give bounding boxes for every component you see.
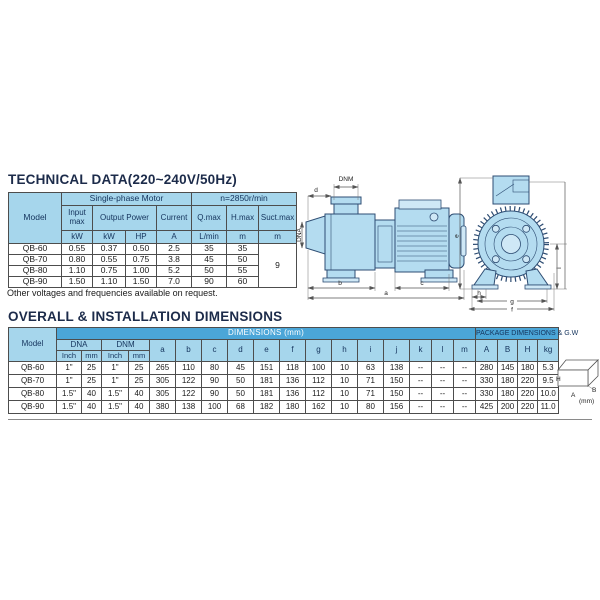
dim-label-i: i bbox=[556, 267, 563, 269]
cell: -- bbox=[454, 375, 476, 388]
cell: 181 bbox=[254, 375, 280, 388]
unit-cell: L/min bbox=[192, 231, 227, 244]
col-header-current: Current bbox=[157, 206, 192, 231]
pkg-label-unit: (mm) bbox=[579, 398, 595, 405]
cell: 305 bbox=[150, 375, 176, 388]
cell: 151 bbox=[254, 362, 280, 375]
cell: -- bbox=[410, 401, 432, 414]
table-row bbox=[9, 375, 559, 388]
col-header-e: e bbox=[254, 340, 280, 362]
cell: 40 bbox=[129, 388, 150, 401]
cell: 80 bbox=[358, 401, 384, 414]
col-header-m: m bbox=[454, 340, 476, 362]
cell: 40 bbox=[129, 401, 150, 414]
cell: 280 bbox=[476, 362, 498, 375]
dim-label-b: b bbox=[338, 280, 342, 287]
cell: 10 bbox=[332, 375, 358, 388]
cell: 1.5" bbox=[57, 401, 82, 414]
cell: 1.00 bbox=[126, 266, 157, 277]
cell: 425 bbox=[476, 401, 498, 414]
dim-label-a: a bbox=[384, 290, 388, 297]
cell: 7.0 bbox=[157, 277, 192, 288]
cell: 1.5" bbox=[102, 388, 129, 401]
cell: 45 bbox=[228, 362, 254, 375]
cell: 90 bbox=[192, 277, 227, 288]
cell: 112 bbox=[306, 375, 332, 388]
table-row bbox=[9, 401, 559, 414]
col-header-model: Model bbox=[9, 328, 57, 362]
col-header-a: a bbox=[150, 340, 176, 362]
cell: 138 bbox=[384, 362, 410, 375]
col-header-i: i bbox=[358, 340, 384, 362]
cell: 162 bbox=[306, 401, 332, 414]
cell: 136 bbox=[280, 375, 306, 388]
dimensions-table bbox=[8, 327, 579, 414]
cell: -- bbox=[410, 388, 432, 401]
cell: 136 bbox=[280, 388, 306, 401]
cell: 156 bbox=[384, 401, 410, 414]
bolt-hole bbox=[492, 256, 499, 263]
col-header-f: f bbox=[280, 340, 306, 362]
dim-label-c: c bbox=[420, 280, 424, 287]
cell: 71 bbox=[358, 375, 384, 388]
col-header-input-max: Input max bbox=[62, 206, 93, 231]
cell: -- bbox=[432, 388, 454, 401]
col-header-qmax: Q.max bbox=[192, 206, 227, 231]
cell: 0.75 bbox=[93, 266, 126, 277]
cell: 60 bbox=[227, 277, 259, 288]
cell: 10 bbox=[332, 401, 358, 414]
cell: 305 bbox=[150, 388, 176, 401]
cell: -- bbox=[454, 388, 476, 401]
col-header-h: h bbox=[332, 340, 358, 362]
pkg-label-a: A bbox=[571, 392, 576, 399]
cell: 220 bbox=[518, 388, 538, 401]
dim-label-g: g bbox=[510, 298, 514, 306]
col-header-dna: DNA bbox=[57, 340, 102, 351]
cell: 182 bbox=[254, 401, 280, 414]
cell: 1.10 bbox=[62, 266, 93, 277]
cell: 25 bbox=[82, 375, 102, 388]
cell: 220 bbox=[518, 375, 538, 388]
cell: 10 bbox=[332, 362, 358, 375]
unit-cell: HP bbox=[126, 231, 157, 244]
cell: -- bbox=[410, 375, 432, 388]
dim-label-dna: DNA bbox=[296, 228, 303, 242]
package-box-wireframe bbox=[558, 360, 598, 389]
cell: 55 bbox=[227, 266, 259, 277]
table-row bbox=[9, 244, 297, 255]
eyebolt-hole bbox=[430, 213, 438, 221]
bottom-divider bbox=[8, 419, 592, 420]
cell: 90 bbox=[202, 388, 228, 401]
unit-cell: Inch bbox=[102, 351, 129, 362]
col-header-c: c bbox=[202, 340, 228, 362]
col-header-suctmax: Suct.max bbox=[259, 206, 297, 231]
cell: 150 bbox=[384, 388, 410, 401]
cell: 35 bbox=[192, 244, 227, 255]
cell: 40 bbox=[82, 401, 102, 414]
col-header-dnm: DNM bbox=[102, 340, 150, 351]
technical-data-table bbox=[8, 192, 297, 288]
cell: 45 bbox=[192, 255, 227, 266]
cell: -- bbox=[432, 401, 454, 414]
col-header-pkg-b: B bbox=[498, 340, 518, 362]
cell: 100 bbox=[306, 362, 332, 375]
cell: 10 bbox=[332, 388, 358, 401]
cell: 122 bbox=[176, 375, 202, 388]
cell: 25 bbox=[129, 375, 150, 388]
cell: 145 bbox=[498, 362, 518, 375]
cell: 1.5" bbox=[57, 388, 82, 401]
cell: 1" bbox=[102, 362, 129, 375]
cell: 180 bbox=[498, 388, 518, 401]
cell: 380 bbox=[150, 401, 176, 414]
col-header-pkg-kg: kg bbox=[538, 340, 559, 362]
cell: 0.75 bbox=[126, 255, 157, 266]
row-model: QB-90 bbox=[9, 401, 57, 414]
row-model: QB-70 bbox=[9, 375, 57, 388]
pkg-label-h: H bbox=[556, 376, 561, 383]
row-model: QB-60 bbox=[9, 362, 57, 375]
cell: 200 bbox=[498, 401, 518, 414]
cell: 180 bbox=[518, 362, 538, 375]
col-group-speed: n=2850r/min bbox=[192, 193, 297, 206]
col-header-hmax: H.max bbox=[227, 206, 259, 231]
pump-front-view-drawing bbox=[455, 168, 573, 316]
cell: 90 bbox=[202, 375, 228, 388]
cell: 0.37 bbox=[93, 244, 126, 255]
unit-cell: Inch bbox=[57, 351, 82, 362]
cell: 0.55 bbox=[93, 255, 126, 266]
cell: 71 bbox=[358, 388, 384, 401]
col-header-k: k bbox=[410, 340, 432, 362]
cell: 9.5 bbox=[538, 375, 559, 388]
cell: 0.50 bbox=[126, 244, 157, 255]
dim-label-dnm: DNM bbox=[338, 176, 354, 183]
unit-cell: mm bbox=[82, 351, 102, 362]
row-model: QB-90 bbox=[9, 277, 62, 288]
package-box-drawing bbox=[556, 350, 600, 404]
cell: 1" bbox=[57, 362, 82, 375]
dim-label-h: h bbox=[477, 290, 481, 297]
cell: 0.55 bbox=[62, 244, 93, 255]
technical-data-title: TECHNICAL DATA(220~240V/50Hz) bbox=[8, 172, 237, 187]
cell: -- bbox=[410, 362, 432, 375]
cell: 50 bbox=[228, 375, 254, 388]
cell: 118 bbox=[280, 362, 306, 375]
cell: 5.3 bbox=[538, 362, 559, 375]
unit-cell: kW bbox=[62, 231, 93, 244]
voltages-note: Other voltages and frequencies available on request. bbox=[7, 288, 218, 298]
cell: -- bbox=[432, 375, 454, 388]
cell: 3.8 bbox=[157, 255, 192, 266]
pump-side-view-drawing bbox=[298, 170, 470, 302]
col-group-motor: Single-phase Motor bbox=[62, 193, 192, 206]
bolt-hole bbox=[492, 225, 499, 232]
pump-side-body bbox=[306, 197, 466, 282]
cell: -- bbox=[432, 362, 454, 375]
cell: 50 bbox=[192, 266, 227, 277]
col-header-d: d bbox=[228, 340, 254, 362]
cell: 1" bbox=[102, 375, 129, 388]
cell: 122 bbox=[176, 388, 202, 401]
cell: 25 bbox=[129, 362, 150, 375]
cell: 10.0 bbox=[538, 388, 559, 401]
unit-cell: m bbox=[259, 231, 297, 244]
cell: 265 bbox=[150, 362, 176, 375]
dim-label-e: e bbox=[453, 234, 461, 238]
row-model: QB-60 bbox=[9, 244, 62, 255]
cell: 40 bbox=[82, 388, 102, 401]
cell: 138 bbox=[176, 401, 202, 414]
cell: 112 bbox=[306, 388, 332, 401]
cell: 100 bbox=[202, 401, 228, 414]
unit-cell: m bbox=[227, 231, 259, 244]
cell: 330 bbox=[476, 388, 498, 401]
cell: 1.10 bbox=[93, 277, 126, 288]
col-header-pkg-h: H bbox=[518, 340, 538, 362]
cell: 50 bbox=[227, 255, 259, 266]
cell: 50 bbox=[228, 388, 254, 401]
cell: 68 bbox=[228, 401, 254, 414]
cell: 180 bbox=[280, 401, 306, 414]
cell: 0.80 bbox=[62, 255, 93, 266]
bolt-hole bbox=[523, 225, 530, 232]
cell: 180 bbox=[498, 375, 518, 388]
cell-suct-max-merged: 9 bbox=[259, 244, 297, 288]
col-header-model: Model bbox=[9, 193, 62, 244]
col-header-pkg-a: A bbox=[476, 340, 498, 362]
col-header-g: g bbox=[306, 340, 332, 362]
cell: 5.2 bbox=[157, 266, 192, 277]
unit-cell: mm bbox=[129, 351, 150, 362]
cell: 25 bbox=[82, 362, 102, 375]
col-group-package-dimensions: PACKAGE DIMENSIONS & G.W bbox=[476, 328, 559, 340]
cell: 11.0 bbox=[538, 401, 559, 414]
dim-label-f: f bbox=[511, 306, 513, 314]
cell: 63 bbox=[358, 362, 384, 375]
row-model: QB-70 bbox=[9, 255, 62, 266]
unit-cell: kW bbox=[93, 231, 126, 244]
table-row bbox=[9, 362, 559, 375]
dimensions-title: OVERALL & INSTALLATION DIMENSIONS bbox=[8, 309, 283, 324]
cell: 2.5 bbox=[157, 244, 192, 255]
pump-front-body bbox=[472, 176, 551, 289]
bolt-hole bbox=[523, 256, 530, 263]
col-header-output-power: Output Power bbox=[93, 206, 157, 231]
col-header-l: l bbox=[432, 340, 454, 362]
cell: -- bbox=[454, 362, 476, 375]
cell: 1.5" bbox=[102, 401, 129, 414]
cell: -- bbox=[454, 401, 476, 414]
cell: 80 bbox=[202, 362, 228, 375]
dim-label-d: d bbox=[314, 187, 318, 194]
col-header-j: j bbox=[384, 340, 410, 362]
col-group-dimensions-mm: DIMENSIONS (mm) bbox=[57, 328, 476, 340]
cell: 1" bbox=[57, 375, 82, 388]
cell: 150 bbox=[384, 375, 410, 388]
table-row bbox=[9, 277, 297, 288]
col-header-b: b bbox=[176, 340, 202, 362]
table-row bbox=[9, 255, 297, 266]
cell: 181 bbox=[254, 388, 280, 401]
cell: 220 bbox=[518, 401, 538, 414]
cell: 35 bbox=[227, 244, 259, 255]
cell: 1.50 bbox=[126, 277, 157, 288]
table-row bbox=[9, 388, 559, 401]
cell: 1.50 bbox=[62, 277, 93, 288]
unit-cell: A bbox=[157, 231, 192, 244]
cell: 110 bbox=[176, 362, 202, 375]
cell: 330 bbox=[476, 375, 498, 388]
row-model: QB-80 bbox=[9, 388, 57, 401]
row-model: QB-80 bbox=[9, 266, 62, 277]
table-row bbox=[9, 266, 297, 277]
pkg-label-b: B bbox=[592, 387, 597, 394]
